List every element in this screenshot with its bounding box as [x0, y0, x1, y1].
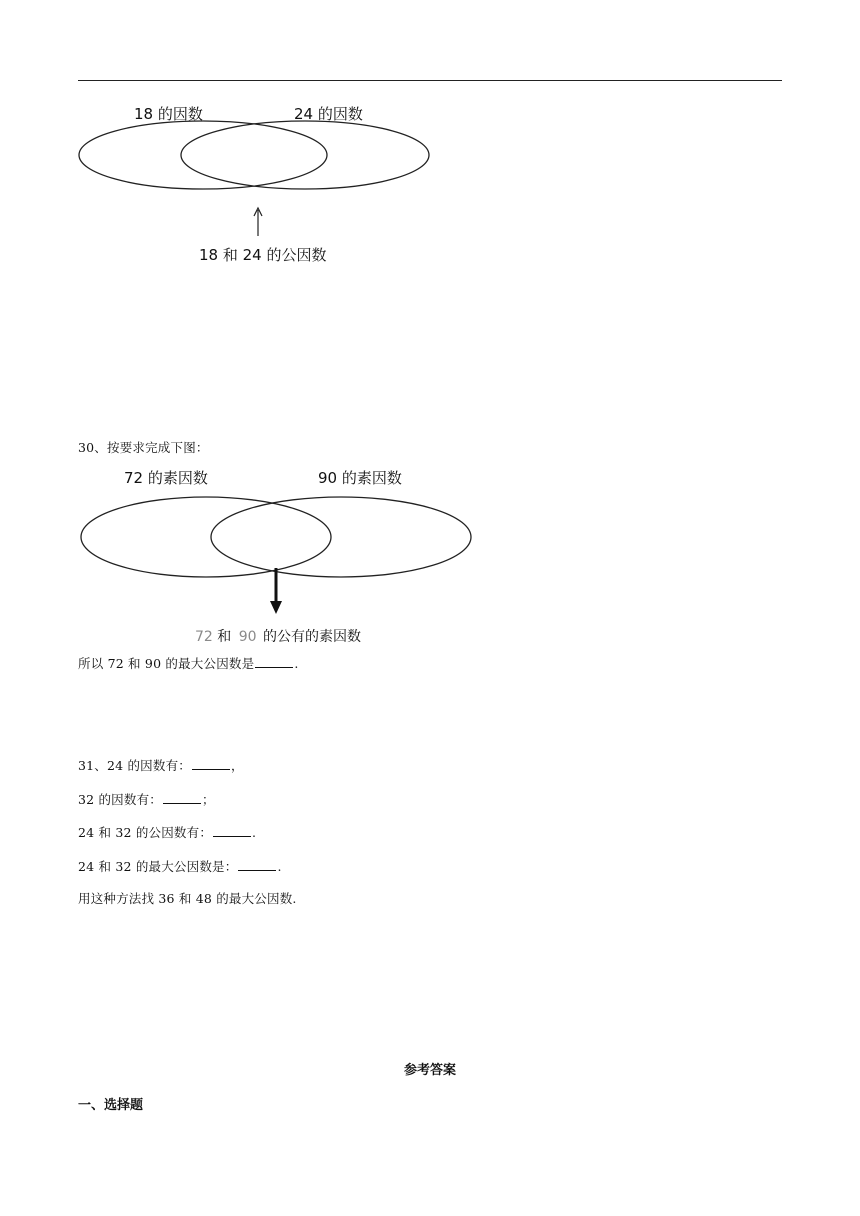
question-30-answer-prefix: 所以 72 和 90 的最大公因数是	[78, 656, 255, 671]
question-31-line-4	[78, 858, 282, 875]
question-30-prompt: 30、按要求完成下图：	[78, 440, 209, 455]
label-factors-18: 18 的因数	[134, 105, 203, 123]
q31-line4-punct: .	[277, 859, 282, 874]
label-number-72: 72	[195, 629, 213, 645]
question-31-line-3	[78, 824, 256, 841]
q31-line3-text: 24 和 32 的公因数有：	[78, 825, 213, 840]
label-common-prime-factors	[195, 628, 361, 645]
ellipse-factors-18	[79, 121, 327, 189]
ellipse-factors-24	[181, 121, 429, 189]
answer-blank	[163, 791, 201, 804]
question-30-answer-suffix: .	[294, 656, 299, 671]
venn-diagram-72-90	[70, 462, 490, 648]
answer-blank	[192, 757, 230, 770]
label-prime-factors-90: 90 的素因数	[318, 469, 402, 487]
label-and: 和	[217, 629, 232, 645]
q31-line3-punct: .	[252, 825, 257, 840]
label-prime-factors-72: 72 的素因数	[124, 469, 208, 487]
venn-diagram-18-24	[70, 98, 450, 270]
q31-line1-text: 31、24 的因数有：	[78, 758, 191, 773]
arrow-down-icon	[270, 601, 282, 614]
q31-line1-punct: ，	[231, 758, 244, 773]
answer-blank	[255, 655, 293, 668]
ellipse-prime-factors-90	[211, 497, 471, 577]
ellipse-prime-factors-72	[81, 497, 331, 577]
answer-blank	[213, 824, 251, 837]
label-number-90: 90	[238, 629, 257, 645]
question-30-answer-line	[78, 655, 299, 672]
answer-blank	[238, 858, 276, 871]
answer-key-title: 参考答案	[403, 1063, 456, 1078]
q31-line2-text: 32 的因数有：	[78, 792, 162, 807]
q31-line4-text: 24 和 32 的最大公因数是：	[78, 859, 238, 874]
question-31-line-2	[78, 791, 215, 808]
question-31-line-1	[78, 757, 244, 774]
section-multiple-choice-title: 一、选择题	[78, 1098, 144, 1113]
label-factors-24: 24 的因数	[294, 105, 363, 123]
question-31-line-5: 用这种方法找 36 和 48 的最大公因数.	[78, 891, 297, 906]
q31-line2-punct: ；	[201, 792, 215, 807]
header-rule	[78, 80, 782, 81]
label-common-prime-factors-text: 的公有的素因数	[263, 629, 362, 645]
label-common-factors-18-24: 18 和 24 的公因数	[199, 246, 327, 264]
